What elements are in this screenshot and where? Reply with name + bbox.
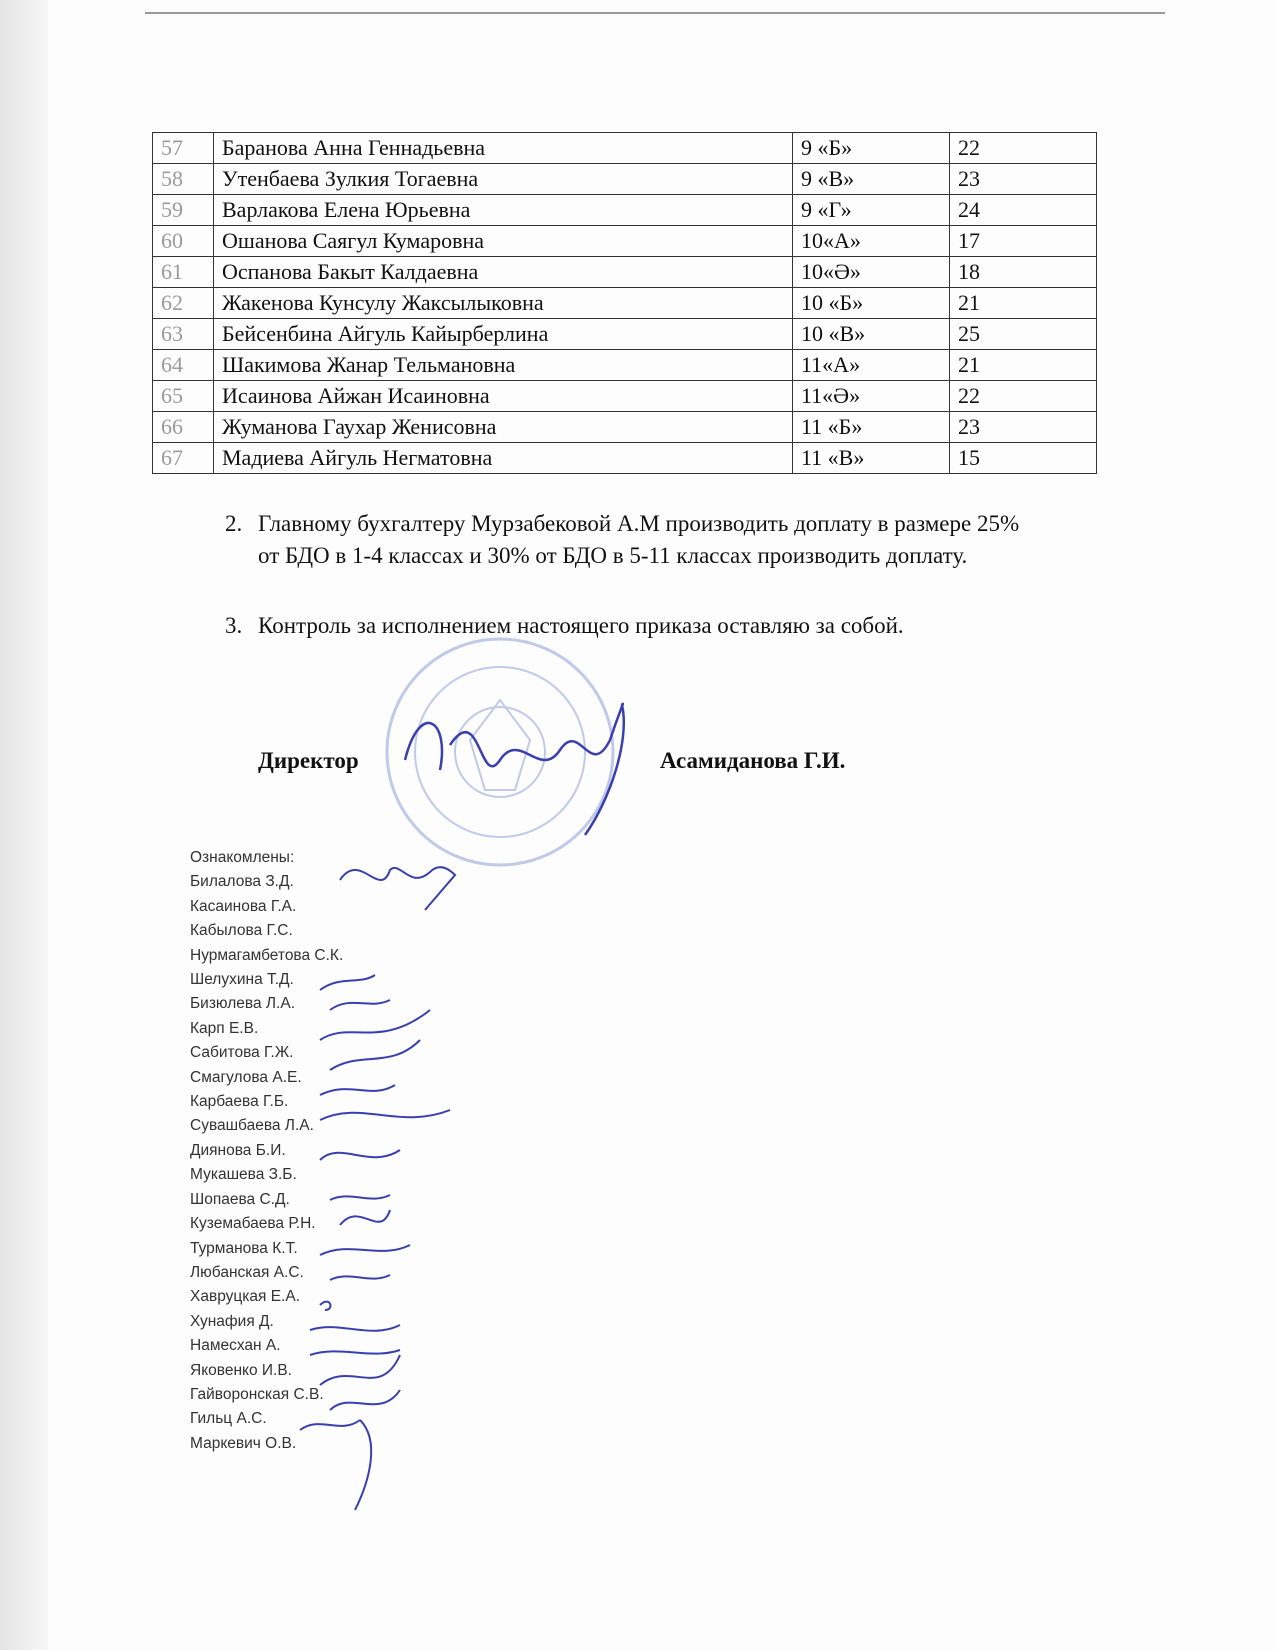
- director-signature: [405, 704, 624, 835]
- acknowledgement-list: [190, 846, 343, 1456]
- class-name: 10 «Б»: [793, 288, 950, 319]
- acknowledged-person: Шопаева С.Д.: [190, 1190, 290, 1208]
- acknowledged-person: Сабитова Г.Ж.: [190, 1044, 294, 1062]
- row-number: 65: [153, 381, 214, 412]
- student-count: 22: [950, 381, 1097, 412]
- acknowledged-person: Бизюлева Л.А.: [190, 995, 295, 1013]
- acknowledged-person: Шелухина Т.Д.: [190, 971, 294, 989]
- student-count: 23: [950, 412, 1097, 443]
- teacher-name: Бейсенбина Айгуль Кайырберлина: [214, 319, 793, 350]
- teacher-name: Ошанова Саягул Кумаровна: [214, 226, 793, 257]
- class-name: 9 «В»: [793, 164, 950, 195]
- teacher-name: Шакимова Жанар Тельмановна: [214, 350, 793, 381]
- item-number: 2.: [225, 511, 243, 536]
- item-text: Главному бухгалтеру Мурзабековой А.М производить доплату в размере 25% от БДО в 1-4 классах и 30% от БДО в 5-11 классах производить доплату.: [258, 511, 1020, 568]
- acknowledged-person: Намесхан А.: [190, 1337, 281, 1355]
- acknowledged-person: Любанская А.С.: [190, 1263, 304, 1281]
- row-number: 66: [153, 412, 214, 443]
- acknowledged-person: Гайворонская С.В.: [190, 1385, 324, 1403]
- acknowledged-person: Яковенко И.В.: [190, 1361, 292, 1379]
- class-name: 11 «Б»: [793, 412, 950, 443]
- acknowledged-person: Мукашева З.Б.: [190, 1166, 297, 1184]
- row-number: 59: [153, 195, 214, 226]
- acknowledged-person: Нурмагамбетова С.К.: [190, 946, 344, 964]
- class-name: 10«А»: [793, 226, 950, 257]
- teacher-name: Жакенова Кунсулу Жаксылыковна: [214, 288, 793, 319]
- acknowledged-person: Карп Е.В.: [190, 1019, 259, 1037]
- item-text: Контроль за исполнением настоящего приказа оставляю за собой.: [258, 613, 904, 638]
- class-name: 11«А»: [793, 350, 950, 381]
- student-count: 18: [950, 257, 1097, 288]
- acknowledged-person: Хавруцкая Е.А.: [190, 1288, 300, 1306]
- row-number: 57: [153, 133, 214, 164]
- official-stamp: [387, 639, 613, 865]
- class-name: 10«Ә»: [793, 257, 950, 288]
- acknowledged-person: Карбаева Г.Б.: [190, 1093, 289, 1111]
- student-count: 23: [950, 164, 1097, 195]
- class-name: 11«Ә»: [793, 381, 950, 412]
- row-number: 64: [153, 350, 214, 381]
- acknowledged-person: Смагулова А.Е.: [190, 1068, 302, 1086]
- teacher-name: Варлакова Елена Юрьевна: [214, 195, 793, 226]
- teacher-name: Мадиева Айгуль Негматовна: [214, 443, 793, 474]
- teacher-name: Баранова Анна Геннадьевна: [214, 133, 793, 164]
- class-name: 10 «В»: [793, 319, 950, 350]
- class-name: 9 «Г»: [793, 195, 950, 226]
- acknowledged-person: Турманова К.Т.: [190, 1239, 298, 1257]
- acknowledged-person: Маркевич О.В.: [190, 1434, 297, 1452]
- acknowledged-person: Сувашбаева Л.А.: [190, 1117, 314, 1135]
- teacher-name: Исаинова Айжан Исаиновна: [214, 381, 793, 412]
- acknowledged-person: Кабылова Г.С.: [190, 922, 293, 940]
- row-number: 60: [153, 226, 214, 257]
- student-count: 25: [950, 319, 1097, 350]
- class-name: 9 «Б»: [793, 133, 950, 164]
- student-count: 24: [950, 195, 1097, 226]
- row-number: 61: [153, 257, 214, 288]
- acknowledged-person: Куземабаева Р.Н.: [190, 1215, 316, 1233]
- student-count: 17: [950, 226, 1097, 257]
- acknowledged-person: Касаинова Г.А.: [190, 897, 297, 915]
- acknowledgement-header: Ознакомлены:: [190, 849, 295, 866]
- student-count: 21: [950, 288, 1097, 319]
- teacher-name: Оспанова Бакыт Калдаевна: [214, 257, 793, 288]
- acknowledged-person: Гильц А.С.: [190, 1410, 267, 1428]
- row-number: 63: [153, 319, 214, 350]
- teacher-name: Жуманова Гаухар Женисовна: [214, 412, 793, 443]
- director-name: Асамиданова Г.И.: [660, 748, 846, 773]
- director-title: Директор: [258, 748, 359, 773]
- acknowledged-person: Билалова З.Д.: [190, 873, 294, 891]
- student-count: 22: [950, 133, 1097, 164]
- class-name: 11 «В»: [793, 443, 950, 474]
- item-number: 3.: [225, 613, 243, 638]
- student-count: 15: [950, 443, 1097, 474]
- acknowledged-person: Хунафия Д.: [190, 1312, 274, 1330]
- student-count: 21: [950, 350, 1097, 381]
- row-number: 67: [153, 443, 214, 474]
- row-number: 62: [153, 288, 214, 319]
- acknowledged-person: Диянова Б.И.: [190, 1141, 286, 1159]
- row-number: 58: [153, 164, 214, 195]
- teacher-name: Утенбаева Зулкия Тогаевна: [214, 164, 793, 195]
